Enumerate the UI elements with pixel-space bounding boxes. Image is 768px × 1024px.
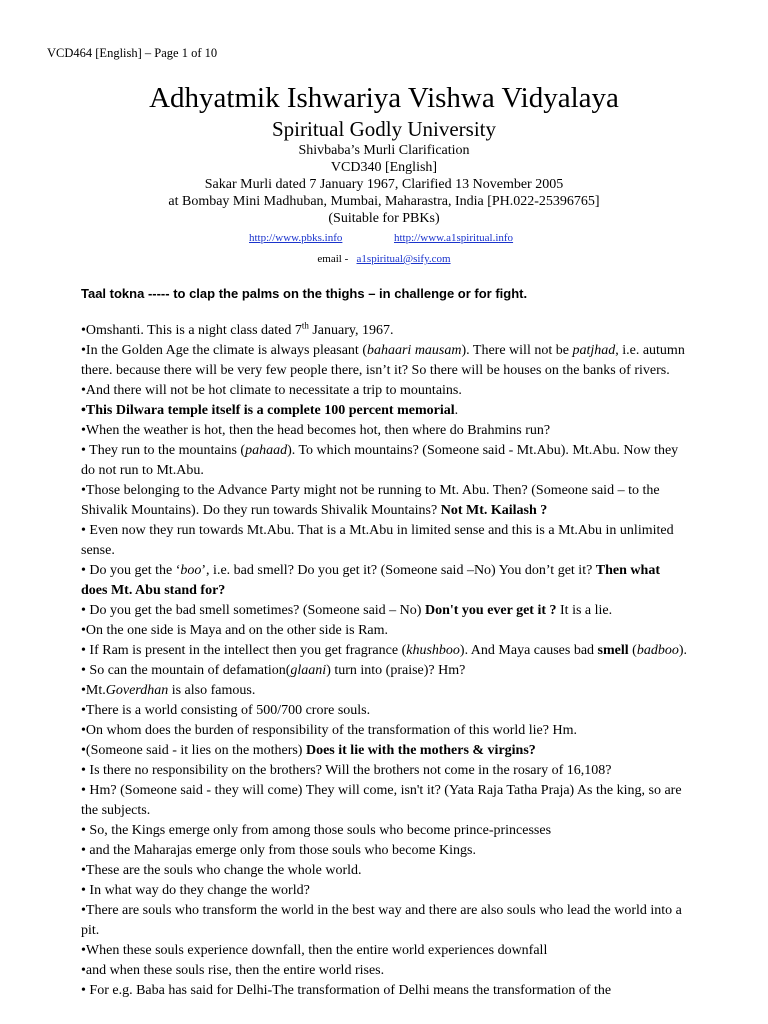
paragraph: •In the Golden Age the climate is always pleasant (bahaari mausam). There will not be patjhad, i.e. autumn there. because there will be very few people there, isn’t it? So there will be houses on the banks of rivers. <box>81 343 685 378</box>
email-link[interactable]: a1spiritual@sify.com <box>356 253 451 265</box>
document-title: Adhyatmik Ishwariya Vishwa Vidyalaya <box>149 82 619 114</box>
paragraph: •(Someone said - it lies on the mothers) Does it lie with the mothers & virgins? <box>81 743 536 758</box>
paragraph: •Those belonging to the Advance Party might not be running to Mt. Abu. Then? (Someone said – to the Shivalik Mountains). Do they run towards Shivalik Mountains? Not Mt. Kailash ? <box>81 483 660 518</box>
murli-date-line: Sakar Murli dated 7 January 1967, Clarified 13 November 2005 <box>204 177 564 192</box>
paragraph: • Is there no responsibility on the brothers? Will the brothers not come in the rosary of 16,108? <box>81 763 612 778</box>
paragraph: •Omshanti. This is a night class dated 7th January, 1967. <box>81 320 394 338</box>
email-label: email - <box>317 253 349 265</box>
paragraph: • Do you get the ‘boo’, i.e. bad smell? Do you get it? (Someone said –No) You don’t get it? Then what does Mt. Abu stand for? <box>81 563 660 598</box>
paragraph: • Do you get the bad smell sometimes? (Someone said – No) Don't you ever get it ? It is a lie. <box>81 603 613 618</box>
paragraph: • So, the Kings emerge only from among those souls who become prince-princesses <box>81 823 552 838</box>
paragraph: • and the Maharajas emerge only from those souls who become Kings. <box>81 843 476 858</box>
definition-line: Taal tokna ----- to clap the palms on the thighs – in challenge or for fight. <box>81 286 528 301</box>
document-subtitle: Spiritual Godly University <box>272 117 496 141</box>
paragraph: • Hm? (Someone said - they will come) They will come, isn't it? (Yata Raja Tatha Praja) As the king, so are the subjects. <box>81 783 682 818</box>
suitability-line: (Suitable for PBKs) <box>328 211 440 226</box>
paragraph: •and when these souls rise, then the entire world rises. <box>81 963 385 978</box>
paragraph: • In what way do they change the world? <box>81 883 310 898</box>
paragraph: •This Dilwara temple itself is a complete 100 percent memorial. <box>81 403 459 418</box>
a1spiritual-link[interactable]: http://www.a1spiritual.info <box>394 232 514 244</box>
paragraph: • They run to the mountains (pahaad). To which mountains? (Someone said - Mt.Abu). Mt.Abu. Now they do not run to Mt.Abu. <box>81 443 679 478</box>
vcd-line: VCD340 [English] <box>330 160 438 175</box>
paragraph: • If Ram is present in the intellect then you get fragrance (khushboo). And Maya causes bad smell (badboo). <box>81 643 687 658</box>
paragraph: •On the one side is Maya and on the other side is Ram. <box>81 623 389 638</box>
paragraph: •There are souls who transform the world in the best way and there are also souls who lead the world into a pit. <box>81 903 682 938</box>
paragraph: • So can the mountain of defamation(glaani) turn into (praise)? Hm? <box>81 663 466 678</box>
location-line: at Bombay Mini Madhuban, Mumbai, Maharastra, India [PH.022-25396765] <box>168 194 600 209</box>
paragraph: •When the weather is hot, then the head becomes hot, then where do Brahmins run? <box>81 423 551 438</box>
paragraph: •And there will not be hot climate to necessitate a trip to mountains. <box>81 383 462 398</box>
page-header: VCD464 [English] – Page 1 of 10 <box>47 46 218 60</box>
paragraph: •There is a world consisting of 500/700 crore souls. <box>81 703 371 718</box>
clarification-line: Shivbaba’s Murli Clarification <box>298 143 470 158</box>
paragraph: •When these souls experience downfall, then the entire world experiences downfall <box>81 943 548 958</box>
paragraph: • Even now they run towards Mt.Abu. That is a Mt.Abu in limited sense and this is a Mt.Abu in unlimited sense. <box>81 523 674 558</box>
pbks-link[interactable]: http://www.pbks.info <box>249 232 343 244</box>
email-row <box>0 253 768 265</box>
paragraph: •These are the souls who change the whole world. <box>81 863 362 878</box>
paragraph: • For e.g. Baba has said for Delhi-The transformation of Delhi means the transformation of the <box>81 983 612 998</box>
paragraph: •On whom does the burden of responsibility of the transformation of this world lie? Hm. <box>81 723 577 738</box>
paragraph: •Mt.Goverdhan is also famous. <box>81 683 256 698</box>
document-body <box>81 321 689 1001</box>
